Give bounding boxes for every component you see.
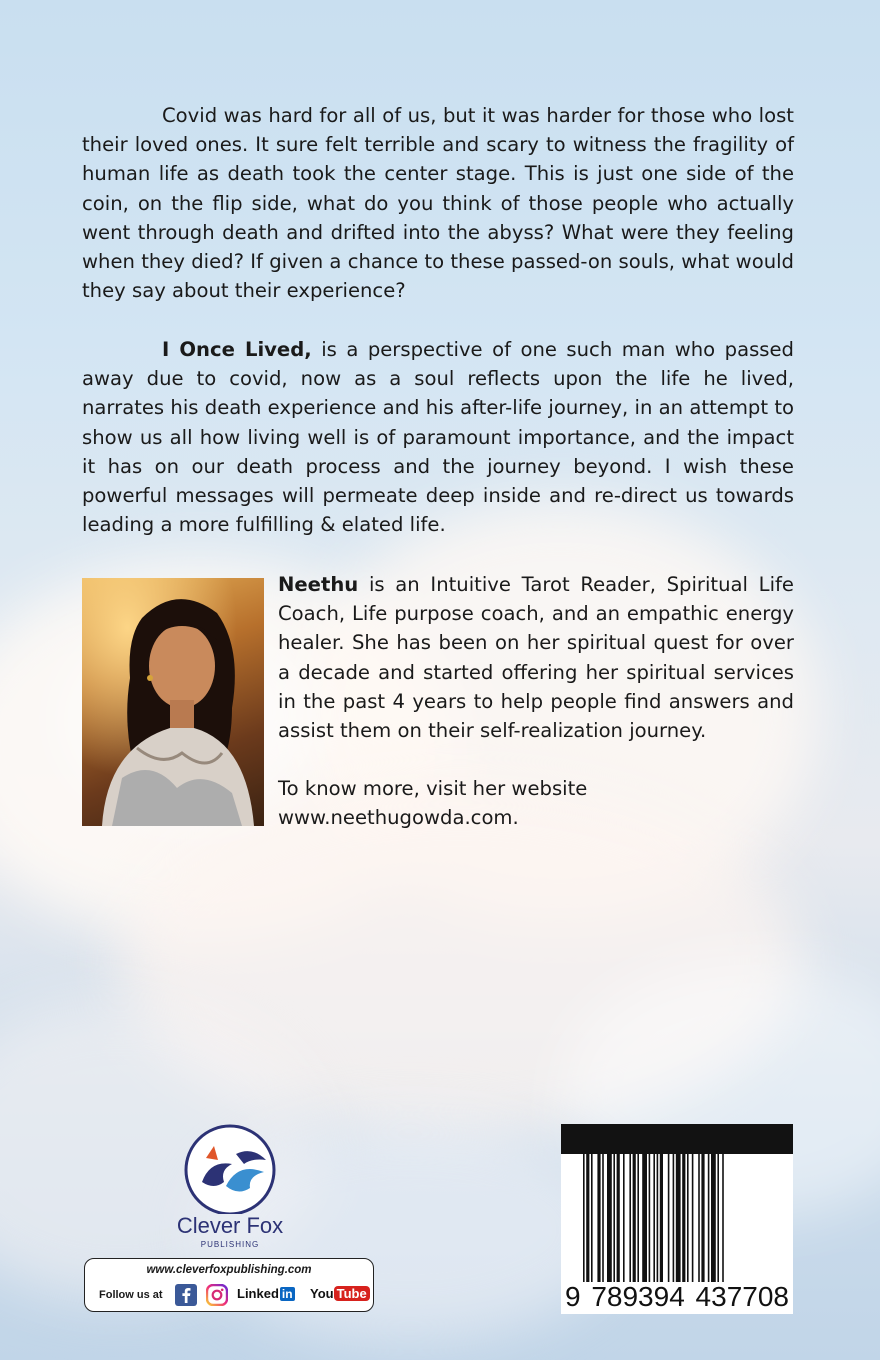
barcode-bar	[711, 1154, 716, 1282]
instagram-icon[interactable]	[206, 1284, 228, 1306]
barcode-bar	[673, 1154, 675, 1282]
website-intro: To know more, visit her website	[278, 777, 588, 800]
barcode-header-bar	[561, 1124, 793, 1154]
barcode-bar	[649, 1154, 651, 1282]
barcode-bar	[613, 1154, 615, 1282]
barcode-bar	[698, 1154, 700, 1282]
isbn-first-digit: 9	[565, 1281, 581, 1312]
barcode-bar	[708, 1154, 710, 1282]
barcode-bar	[717, 1154, 719, 1282]
barcode-bar	[591, 1154, 593, 1282]
barcode-bar	[586, 1154, 589, 1282]
publisher-website-link[interactable]: www.cleverfoxpublishing.com	[146, 1264, 312, 1276]
barcode-bar	[682, 1154, 685, 1282]
isbn-barcode	[561, 1124, 793, 1314]
blurb-text-1: Covid was hard for all of us, but it was harder for those who lost their loved ones. It sure felt terrible and scary to witness the fragility of human life as death took the center stage. This is just one side of the coin, on the flip side, what do you think of those people who actually went through death and drifted into the abyss? What were they feeling when they died? If given a chance to these passed-on souls, what would they say about their experience?	[82, 104, 794, 303]
youtube-link[interactable]	[310, 1286, 370, 1301]
barcode-bar	[583, 1154, 585, 1282]
barcode-bar	[597, 1154, 600, 1282]
publisher-name: Clever Fox	[176, 1213, 284, 1238]
barcode-bar	[642, 1154, 647, 1282]
youtube-tube-icon: Tube	[334, 1286, 370, 1301]
author-website-link[interactable]: www.neethugowda.com.	[278, 806, 519, 829]
book-title: I Once Lived,	[162, 338, 312, 361]
barcode-bar	[637, 1154, 639, 1282]
follow-label: Follow us at	[99, 1289, 163, 1301]
barcode-bar	[668, 1154, 670, 1282]
blurb-paragraph-1	[82, 101, 794, 305]
barcode-bar	[617, 1154, 620, 1282]
linkedin-in-icon: in	[281, 1287, 293, 1301]
isbn-group-1: 789394	[591, 1281, 685, 1312]
author-bio-text: is an Intuitive Tarot Reader, Spiritual Life Coach, Life purpose coach, and an empathic energy healer. She has been on her spiritual quest for over a decade and started offering her spiritual services in the past 4 years to help people find answers and assist them on their self-realization journey.	[278, 573, 794, 743]
author-bio	[278, 570, 794, 745]
publisher-subtitle: PUBLISHING	[200, 1240, 260, 1249]
author-photo	[82, 578, 264, 826]
youtube-you: You	[310, 1286, 334, 1301]
author-portrait-illustration	[82, 578, 264, 826]
blurb-paragraph-2	[82, 335, 794, 539]
barcode-bar	[692, 1154, 694, 1282]
barcode-bar	[657, 1154, 659, 1282]
barcode-bar	[722, 1154, 724, 1282]
barcode-bar	[633, 1154, 636, 1282]
social-links-box	[84, 1258, 374, 1312]
barcode-bar	[623, 1154, 625, 1282]
isbn-group-2: 437708	[695, 1281, 789, 1312]
fox-logo-icon	[140, 1124, 320, 1214]
barcode-bars	[561, 1154, 793, 1282]
barcode-bar	[660, 1154, 663, 1282]
linkedin-link[interactable]	[237, 1286, 295, 1301]
blurb-text-2: is a perspective of one such man who passed away due to covid, now as a soul reflects upon the life he lived, narrates his death experience and his after-life journey, in an attempt to show us all how living well is of paramount importance, and the impact it has on our death process and the journey beyond. I wish these powerful messages will permeate deep inside and re-direct us towards leading a more fulfilling & elated life.	[82, 338, 794, 537]
barcode-bar	[629, 1154, 631, 1282]
barcode-bar	[653, 1154, 655, 1282]
linkedin-wordmark: Linked	[237, 1286, 279, 1301]
author-name: Neethu	[278, 573, 359, 596]
isbn-number	[561, 1282, 793, 1312]
barcode-bar	[602, 1154, 604, 1282]
barcode-bar	[687, 1154, 689, 1282]
barcode-bar	[701, 1154, 704, 1282]
barcode-bar	[676, 1154, 681, 1282]
facebook-icon[interactable]	[175, 1284, 197, 1306]
barcode-bar	[607, 1154, 612, 1282]
